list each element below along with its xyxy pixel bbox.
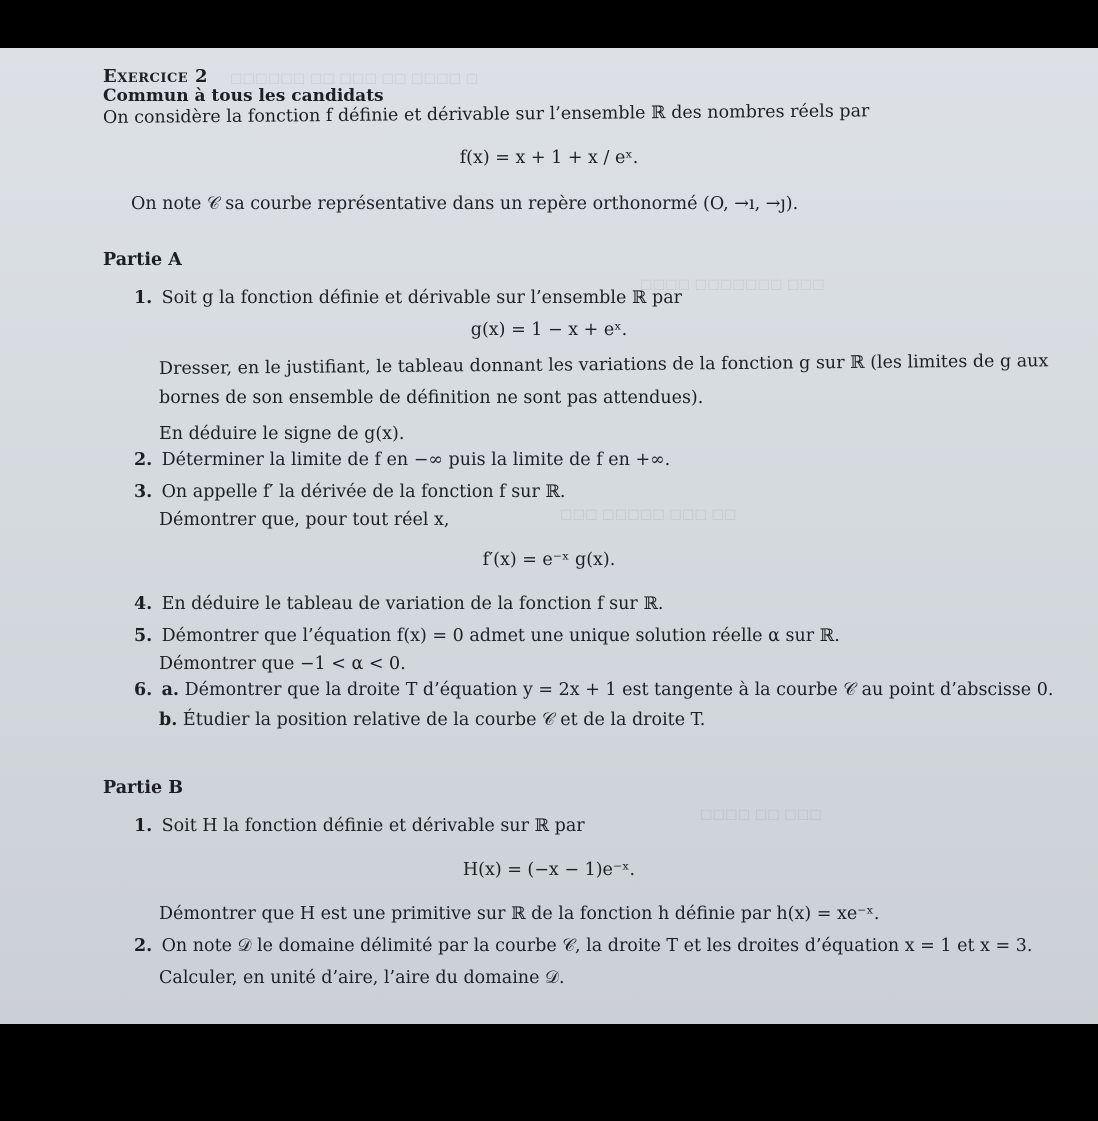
question-a1-text-4: En déduire le signe de g(x). xyxy=(159,424,405,444)
question-b1-text-2: Démontrer que H est une primitive sur ℝ de la fonction h définie par h(x) = xe⁻ˣ. xyxy=(159,904,880,924)
question-a1-text-3: bornes de son ensemble de définition ne sont pas attendues). xyxy=(159,388,704,408)
question-b2 xyxy=(134,936,1032,956)
exercise-subtitle: Commun à tous les candidats xyxy=(103,86,384,106)
question-a5-text-2: Démontrer que −1 < α < 0. xyxy=(159,654,406,674)
question-text: Démontrer que l’équation f(x) = 0 admet une unique solution réelle α sur ℝ. xyxy=(161,626,840,646)
formula-f-prime: f′(x) = e⁻ˣ g(x). xyxy=(482,550,616,570)
exercise-title: Exercice 2 xyxy=(103,66,208,87)
question-number: 2. xyxy=(134,450,153,470)
question-a3 xyxy=(134,482,565,502)
question-number: 6. xyxy=(134,680,153,700)
question-number: 3. xyxy=(134,482,153,502)
question-a1 xyxy=(134,288,682,308)
question-a4 xyxy=(134,594,663,614)
part-b-title: Partie B xyxy=(103,778,183,798)
question-number: 4. xyxy=(134,594,153,614)
question-number: 1. xyxy=(134,288,153,308)
intro-text: On considère la fonction f définie et dérivable sur l’ensemble ℝ des nombres réels par xyxy=(102,101,870,128)
question-text: En déduire le tableau de variation de la fonction f sur ℝ. xyxy=(161,594,664,614)
part-a-title: Partie A xyxy=(103,250,182,270)
intro-text-2: On note 𝒞 sa courbe représentative dans un repère orthonormé (O, →ı, →ȷ). xyxy=(131,194,799,214)
question-a3-text-2: Démontrer que, pour tout réel x, xyxy=(159,510,450,530)
show-through-text: ☐ ☐☐☐☐ ☐☐ ☐☐☐ ☐☐ ☐☐☐☐☐☐ xyxy=(230,72,479,88)
question-a6a xyxy=(134,680,1053,700)
show-through-text: ☐☐☐ ☐☐ ☐☐☐☐ xyxy=(700,808,822,824)
subquestion-label: a. xyxy=(161,680,180,700)
show-through-text: ☐☐☐ ☐☐☐☐☐☐☐ ☐☐☐☐ xyxy=(640,278,825,294)
show-through-text: ☐☐ ☐☐☐ ☐☐☐☐☐ ☐☐☐ xyxy=(560,508,737,524)
question-text: On appelle f′ la dérivée de la fonction f sur ℝ. xyxy=(161,482,566,502)
question-text: Soit g la fonction définie et dérivable sur l’ensemble ℝ par xyxy=(161,288,682,308)
intro-formula: f(x) = x + 1 + x / eˣ. xyxy=(459,148,639,168)
question-text: On note 𝒟 le domaine délimité par la courbe 𝒞, la droite T et les droites d’équation x = 1 et x = 3. xyxy=(161,936,1033,956)
subquestion-label: b. xyxy=(159,710,178,730)
formula-g: g(x) = 1 − x + eˣ. xyxy=(470,320,628,340)
question-a6b xyxy=(159,710,705,730)
question-text: Déterminer la limite de f en −∞ puis la limite de f en +∞. xyxy=(161,450,671,470)
question-number: 5. xyxy=(134,626,153,646)
question-text: Étudier la position relative de la courbe 𝒞 et de la droite T. xyxy=(182,710,706,730)
exam-page xyxy=(0,48,1098,1024)
question-a2 xyxy=(134,450,670,470)
question-number: 2. xyxy=(134,936,153,956)
question-a5 xyxy=(134,626,840,646)
question-b1 xyxy=(134,816,585,836)
question-text: Soit H la fonction définie et dérivable sur ℝ par xyxy=(161,816,585,836)
question-number: 1. xyxy=(134,816,153,836)
question-a1-text-2: Dresser, en le justifiant, le tableau donnant les variations de la fonction g sur ℝ (les limites de g aux xyxy=(158,351,1049,379)
question-text: Démontrer que la droite T d’équation y = 2x + 1 est tangente à la courbe 𝒞 au point d’abscisse 0. xyxy=(184,680,1054,700)
question-b2-text-2: Calculer, en unité d’aire, l’aire du domaine 𝒟. xyxy=(159,968,565,988)
formula-h: H(x) = (−x − 1)e⁻ˣ. xyxy=(462,860,636,880)
